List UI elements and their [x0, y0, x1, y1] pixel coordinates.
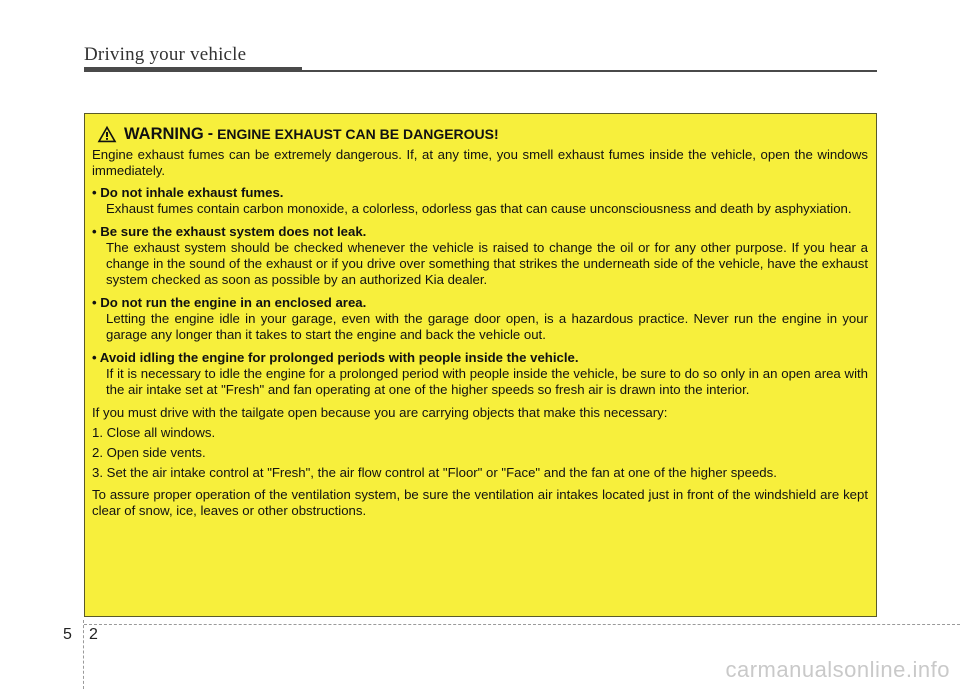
bullet-body: Exhaust fumes contain carbon monoxide, a colorless, odorless gas that can cause unconsciousness and death by asphyxiation.	[106, 201, 852, 216]
bullet-heading-text: Do not run the engine in an enclosed area.	[100, 295, 367, 310]
warning-outro: To assure proper operation of the ventilation system, be sure the ventilation air intakes located just in front of the windshield are kept clear of snow, ice, leaves or other obstructions.	[92, 487, 868, 518]
warning-triangle-icon	[97, 125, 117, 143]
bullet-heading-text: Avoid idling the engine for prolonged periods with people inside the vehicle.	[99, 350, 579, 365]
step-item: 3. Set the air intake control at "Fresh", the air flow control at "Floor" or "Face" and the fan at one of the higher speeds.	[92, 465, 777, 480]
bullet-heading: • Do not inhale exhaust fumes.	[92, 185, 284, 200]
footer-crop-line	[84, 624, 960, 625]
step-item: 1. Close all windows.	[92, 425, 216, 440]
warning-intro: Engine exhaust fumes can be extremely dangerous. If, at any time, you smell exhaust fumes inside the vehicle, open the windows immediately.	[92, 147, 868, 178]
warning-label: WARNING	[124, 125, 204, 143]
header-rule-thin	[300, 70, 877, 72]
warning-heading	[97, 124, 868, 144]
bullet-heading-text: Do not inhale exhaust fumes.	[100, 185, 284, 200]
bullet-body: Letting the engine idle in your garage, even with the garage door open, is a hazardous practice. Never run the engine in your garage any longer than it takes to start the engine and back the vehicle out.	[106, 311, 868, 342]
tailgate-instructions: If you must drive with the tailgate open because you are carrying objects that make this necessary:	[92, 405, 668, 420]
watermark: carmanualsonline.info	[725, 657, 950, 682]
bullet-heading-text: Be sure the exhaust system does not leak.	[100, 224, 367, 239]
bullet-heading: • Avoid idling the engine for prolonged periods with people inside the vehicle.	[92, 350, 579, 365]
bullet-heading: • Be sure the exhaust system does not leak.	[92, 224, 367, 239]
bullet-body: If it is necessary to idle the engine for a prolonged period with people inside the vehicle, be sure to do so only in an open area with the air intake set at "Fresh" and fan operating at one of the higher speeds so fresh air is drawn into the interior.	[106, 366, 868, 397]
header-rule-thick	[84, 67, 302, 72]
bullet-body: The exhaust system should be checked whenever the vehicle is raised to change the oil or for any other purpose. If you hear a change in the sound of the exhaust or if you drive over something that strikes the underneath side of the vehicle, have the exhaust system checked as soon as possible by an authorized Kia dealer.	[106, 240, 868, 287]
warning-box	[84, 113, 877, 617]
bullet-heading: • Do not run the engine in an enclosed area.	[92, 295, 367, 310]
page-header-title: Driving your vehicle	[84, 44, 247, 65]
page-number: 2	[89, 626, 98, 643]
chapter-number: 5	[63, 626, 72, 643]
warning-subtitle: ENGINE EXHAUST CAN BE DANGEROUS!	[217, 126, 499, 142]
footer-crop-mark	[83, 620, 84, 689]
warning-separator: -	[207, 125, 214, 142]
step-item: 2. Open side vents.	[92, 445, 206, 460]
